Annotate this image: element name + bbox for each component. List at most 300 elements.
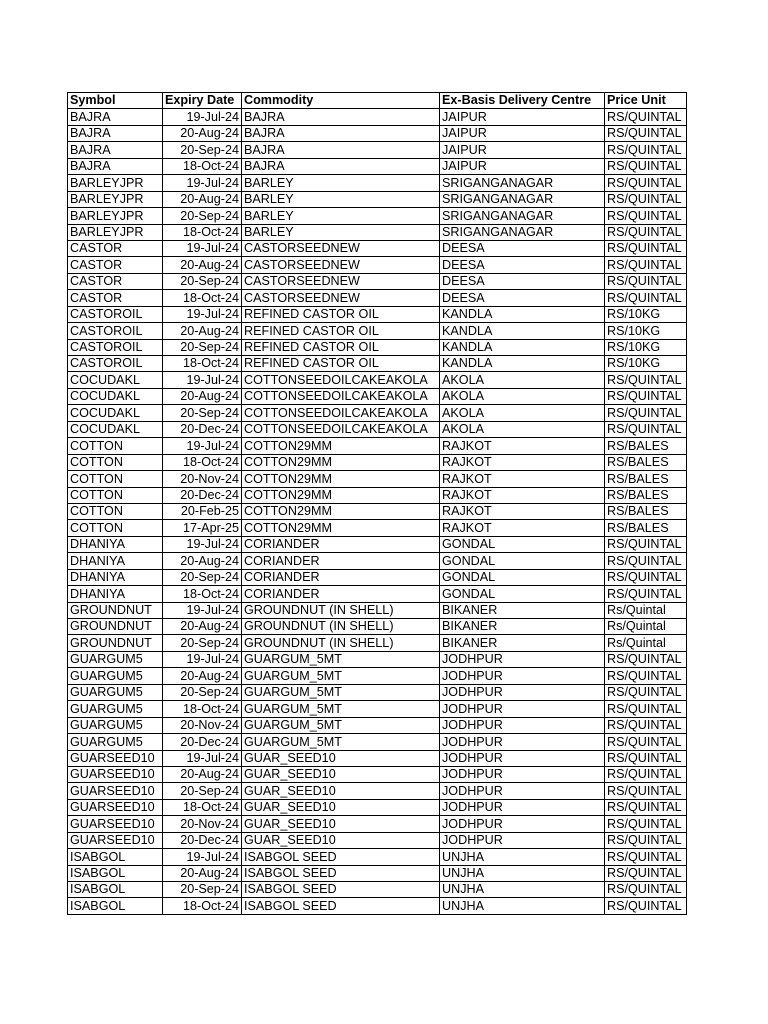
cell-expiry-date: 19-Jul-24: [163, 438, 242, 454]
cell-symbol: COCUDAKL: [68, 388, 163, 404]
table-row: [68, 125, 687, 141]
cell-expiry-date: 18-Oct-24: [163, 290, 242, 306]
cell-price-unit: RS/QUINTAL: [605, 208, 687, 224]
cell-expiry-date: 19-Jul-24: [163, 175, 242, 191]
cell-price-unit: RS/QUINTAL: [605, 224, 687, 240]
table-row: [68, 750, 687, 766]
cell-symbol: DHANIYA: [68, 586, 163, 602]
cell-delivery-centre: SRIGANGANAGAR: [440, 175, 605, 191]
cell-price-unit: RS/QUINTAL: [605, 717, 687, 733]
cell-symbol: GUARGUM5: [68, 734, 163, 750]
cell-symbol: BAJRA: [68, 109, 163, 125]
cell-expiry-date: 18-Oct-24: [163, 701, 242, 717]
cell-expiry-date: 19-Jul-24: [163, 849, 242, 865]
table-row: [68, 306, 687, 322]
cell-delivery-centre: AKOLA: [440, 421, 605, 437]
contracts-table: [67, 92, 687, 915]
cell-expiry-date: 20-Sep-24: [163, 635, 242, 651]
cell-commodity: BAJRA: [242, 142, 440, 158]
table-row: [68, 208, 687, 224]
cell-commodity: COTTON29MM: [242, 454, 440, 470]
cell-delivery-centre: UNJHA: [440, 898, 605, 914]
cell-delivery-centre: SRIGANGANAGAR: [440, 208, 605, 224]
cell-delivery-centre: RAJKOT: [440, 454, 605, 470]
cell-price-unit: RS/QUINTAL: [605, 898, 687, 914]
cell-price-unit: RS/BALES: [605, 487, 687, 503]
table-row: [68, 191, 687, 207]
cell-commodity: GUAR_SEED10: [242, 799, 440, 815]
cell-commodity: BARLEY: [242, 208, 440, 224]
cell-expiry-date: 20-Aug-24: [163, 191, 242, 207]
cell-commodity: GUARGUM_5MT: [242, 684, 440, 700]
table-row: [68, 569, 687, 585]
cell-delivery-centre: JODHPUR: [440, 783, 605, 799]
cell-commodity: ISABGOL SEED: [242, 898, 440, 914]
cell-delivery-centre: JODHPUR: [440, 750, 605, 766]
cell-commodity: GUARGUM_5MT: [242, 651, 440, 667]
cell-delivery-centre: KANDLA: [440, 323, 605, 339]
cell-commodity: COTTONSEEDOILCAKEAKOLA: [242, 421, 440, 437]
cell-symbol: GUARSEED10: [68, 799, 163, 815]
cell-price-unit: RS/QUINTAL: [605, 651, 687, 667]
table-row: [68, 240, 687, 256]
cell-delivery-centre: GONDAL: [440, 536, 605, 552]
cell-commodity: BAJRA: [242, 109, 440, 125]
cell-price-unit: RS/QUINTAL: [605, 421, 687, 437]
cell-symbol: COCUDAKL: [68, 405, 163, 421]
cell-delivery-centre: RAJKOT: [440, 438, 605, 454]
cell-commodity: CORIANDER: [242, 553, 440, 569]
cell-price-unit: RS/QUINTAL: [605, 142, 687, 158]
cell-price-unit: RS/QUINTAL: [605, 865, 687, 881]
cell-commodity: CASTORSEEDNEW: [242, 290, 440, 306]
cell-commodity: BAJRA: [242, 158, 440, 174]
cell-commodity: CORIANDER: [242, 569, 440, 585]
cell-delivery-centre: RAJKOT: [440, 487, 605, 503]
cell-delivery-centre: GONDAL: [440, 586, 605, 602]
cell-delivery-centre: SRIGANGANAGAR: [440, 191, 605, 207]
cell-delivery-centre: AKOLA: [440, 405, 605, 421]
cell-commodity: GUARGUM_5MT: [242, 701, 440, 717]
cell-delivery-centre: DEESA: [440, 240, 605, 256]
cell-expiry-date: 19-Jul-24: [163, 240, 242, 256]
cell-price-unit: RS/QUINTAL: [605, 734, 687, 750]
cell-symbol: GUARGUM5: [68, 701, 163, 717]
cell-symbol: COTTON: [68, 487, 163, 503]
cell-symbol: DHANIYA: [68, 553, 163, 569]
cell-commodity: BAJRA: [242, 125, 440, 141]
cell-price-unit: RS/QUINTAL: [605, 832, 687, 848]
cell-expiry-date: 18-Oct-24: [163, 586, 242, 602]
cell-symbol: ISABGOL: [68, 865, 163, 881]
cell-symbol: GUARSEED10: [68, 783, 163, 799]
table-row: [68, 536, 687, 552]
table-row: [68, 224, 687, 240]
table-row: [68, 602, 687, 618]
table-row: [68, 882, 687, 898]
cell-price-unit: RS/QUINTAL: [605, 388, 687, 404]
table-row: [68, 257, 687, 273]
table-row: [68, 158, 687, 174]
table-row: [68, 421, 687, 437]
table-row: [68, 832, 687, 848]
cell-commodity: GUAR_SEED10: [242, 750, 440, 766]
cell-symbol: CASTOROIL: [68, 323, 163, 339]
cell-price-unit: RS/QUINTAL: [605, 240, 687, 256]
cell-commodity: COTTON29MM: [242, 438, 440, 454]
cell-symbol: GUARGUM5: [68, 684, 163, 700]
cell-expiry-date: 20-Dec-24: [163, 421, 242, 437]
cell-expiry-date: 20-Sep-24: [163, 273, 242, 289]
cell-commodity: GUAR_SEED10: [242, 766, 440, 782]
cell-commodity: GROUNDNUT (IN SHELL): [242, 602, 440, 618]
cell-price-unit: RS/BALES: [605, 471, 687, 487]
cell-commodity: ISABGOL SEED: [242, 882, 440, 898]
cell-price-unit: RS/QUINTAL: [605, 799, 687, 815]
cell-delivery-centre: JAIPUR: [440, 125, 605, 141]
cell-expiry-date: 20-Sep-24: [163, 684, 242, 700]
table-row: [68, 734, 687, 750]
cell-price-unit: RS/10KG: [605, 323, 687, 339]
table-row: [68, 471, 687, 487]
table-row: [68, 109, 687, 125]
cell-price-unit: RS/QUINTAL: [605, 257, 687, 273]
cell-symbol: BARLEYJPR: [68, 224, 163, 240]
cell-expiry-date: 19-Jul-24: [163, 109, 242, 125]
table-row: [68, 783, 687, 799]
cell-symbol: BAJRA: [68, 142, 163, 158]
cell-expiry-date: 20-Sep-24: [163, 339, 242, 355]
cell-symbol: COTTON: [68, 520, 163, 536]
cell-symbol: COTTON: [68, 471, 163, 487]
cell-symbol: GUARGUM5: [68, 668, 163, 684]
cell-delivery-centre: JODHPUR: [440, 816, 605, 832]
cell-commodity: COTTONSEEDOILCAKEAKOLA: [242, 388, 440, 404]
cell-delivery-centre: SRIGANGANAGAR: [440, 224, 605, 240]
cell-symbol: BAJRA: [68, 125, 163, 141]
cell-commodity: COTTONSEEDOILCAKEAKOLA: [242, 405, 440, 421]
cell-price-unit: RS/BALES: [605, 520, 687, 536]
cell-price-unit: RS/QUINTAL: [605, 125, 687, 141]
table-row: [68, 668, 687, 684]
cell-commodity: GUAR_SEED10: [242, 783, 440, 799]
cell-price-unit: RS/QUINTAL: [605, 668, 687, 684]
header-expiry-date: Expiry Date: [163, 93, 242, 109]
cell-expiry-date: 20-Sep-24: [163, 783, 242, 799]
cell-price-unit: RS/QUINTAL: [605, 766, 687, 782]
table-row: [68, 323, 687, 339]
table-header-row: [68, 93, 687, 109]
cell-price-unit: RS/10KG: [605, 339, 687, 355]
cell-delivery-centre: UNJHA: [440, 849, 605, 865]
cell-delivery-centre: JODHPUR: [440, 766, 605, 782]
cell-symbol: ISABGOL: [68, 898, 163, 914]
cell-delivery-centre: JAIPUR: [440, 109, 605, 125]
cell-delivery-centre: BIKANER: [440, 635, 605, 651]
cell-expiry-date: 20-Dec-24: [163, 487, 242, 503]
cell-commodity: COTTON29MM: [242, 471, 440, 487]
cell-expiry-date: 18-Oct-24: [163, 356, 242, 372]
cell-symbol: GUARSEED10: [68, 750, 163, 766]
cell-delivery-centre: GONDAL: [440, 569, 605, 585]
cell-commodity: COTTONSEEDOILCAKEAKOLA: [242, 372, 440, 388]
cell-commodity: COTTON29MM: [242, 487, 440, 503]
cell-price-unit: RS/QUINTAL: [605, 290, 687, 306]
cell-delivery-centre: JODHPUR: [440, 684, 605, 700]
cell-expiry-date: 17-Apr-25: [163, 520, 242, 536]
cell-expiry-date: 20-Aug-24: [163, 388, 242, 404]
cell-commodity: REFINED CASTOR OIL: [242, 323, 440, 339]
cell-symbol: BARLEYJPR: [68, 175, 163, 191]
cell-delivery-centre: JODHPUR: [440, 832, 605, 848]
cell-symbol: CASTOR: [68, 257, 163, 273]
cell-expiry-date: 20-Sep-24: [163, 569, 242, 585]
table-row: [68, 816, 687, 832]
cell-delivery-centre: KANDLA: [440, 339, 605, 355]
cell-delivery-centre: JODHPUR: [440, 701, 605, 717]
cell-commodity: REFINED CASTOR OIL: [242, 356, 440, 372]
header-commodity: Commodity: [242, 93, 440, 109]
cell-commodity: BARLEY: [242, 224, 440, 240]
cell-price-unit: RS/QUINTAL: [605, 816, 687, 832]
cell-symbol: CASTOROIL: [68, 306, 163, 322]
cell-expiry-date: 20-Sep-24: [163, 142, 242, 158]
cell-price-unit: RS/QUINTAL: [605, 273, 687, 289]
table-row: [68, 487, 687, 503]
cell-symbol: BARLEYJPR: [68, 191, 163, 207]
cell-expiry-date: 20-Aug-24: [163, 766, 242, 782]
cell-expiry-date: 20-Sep-24: [163, 208, 242, 224]
cell-delivery-centre: JAIPUR: [440, 158, 605, 174]
cell-symbol: CASTOROIL: [68, 356, 163, 372]
cell-symbol: ISABGOL: [68, 849, 163, 865]
cell-symbol: COTTON: [68, 438, 163, 454]
cell-symbol: ISABGOL: [68, 882, 163, 898]
cell-price-unit: RS/QUINTAL: [605, 553, 687, 569]
cell-expiry-date: 20-Aug-24: [163, 125, 242, 141]
table-row: [68, 701, 687, 717]
cell-commodity: ISABGOL SEED: [242, 865, 440, 881]
table-row: [68, 553, 687, 569]
cell-price-unit: RS/10KG: [605, 356, 687, 372]
cell-expiry-date: 19-Jul-24: [163, 651, 242, 667]
cell-delivery-centre: RAJKOT: [440, 471, 605, 487]
cell-symbol: CASTOROIL: [68, 339, 163, 355]
cell-delivery-centre: KANDLA: [440, 356, 605, 372]
cell-symbol: GROUNDNUT: [68, 635, 163, 651]
cell-expiry-date: 20-Aug-24: [163, 865, 242, 881]
cell-price-unit: RS/QUINTAL: [605, 175, 687, 191]
cell-expiry-date: 20-Aug-24: [163, 619, 242, 635]
cell-commodity: COTTON29MM: [242, 503, 440, 519]
cell-commodity: GUAR_SEED10: [242, 816, 440, 832]
table-row: [68, 898, 687, 914]
cell-symbol: GUARSEED10: [68, 766, 163, 782]
cell-commodity: GUARGUM_5MT: [242, 668, 440, 684]
table-row: [68, 503, 687, 519]
cell-expiry-date: 18-Oct-24: [163, 799, 242, 815]
cell-price-unit: Rs/Quintal: [605, 602, 687, 618]
cell-price-unit: RS/QUINTAL: [605, 405, 687, 421]
cell-delivery-centre: KANDLA: [440, 306, 605, 322]
table-row: [68, 273, 687, 289]
cell-delivery-centre: JODHPUR: [440, 717, 605, 733]
cell-price-unit: RS/QUINTAL: [605, 158, 687, 174]
cell-expiry-date: 19-Jul-24: [163, 536, 242, 552]
cell-commodity: REFINED CASTOR OIL: [242, 339, 440, 355]
cell-delivery-centre: JAIPUR: [440, 142, 605, 158]
cell-expiry-date: 20-Sep-24: [163, 405, 242, 421]
cell-expiry-date: 19-Jul-24: [163, 750, 242, 766]
cell-commodity: GUARGUM_5MT: [242, 734, 440, 750]
cell-expiry-date: 18-Oct-24: [163, 158, 242, 174]
cell-delivery-centre: AKOLA: [440, 372, 605, 388]
cell-commodity: CORIANDER: [242, 586, 440, 602]
cell-price-unit: Rs/Quintal: [605, 635, 687, 651]
cell-commodity: CASTORSEEDNEW: [242, 257, 440, 273]
cell-price-unit: RS/QUINTAL: [605, 701, 687, 717]
cell-price-unit: RS/BALES: [605, 438, 687, 454]
cell-price-unit: RS/QUINTAL: [605, 882, 687, 898]
cell-commodity: REFINED CASTOR OIL: [242, 306, 440, 322]
cell-expiry-date: 20-Sep-24: [163, 882, 242, 898]
cell-delivery-centre: UNJHA: [440, 882, 605, 898]
cell-symbol: BARLEYJPR: [68, 208, 163, 224]
table-row: [68, 438, 687, 454]
cell-expiry-date: 20-Aug-24: [163, 668, 242, 684]
cell-symbol: COCUDAKL: [68, 421, 163, 437]
cell-symbol: DHANIYA: [68, 536, 163, 552]
cell-symbol: DHANIYA: [68, 569, 163, 585]
table-row: [68, 339, 687, 355]
cell-commodity: CASTORSEEDNEW: [242, 273, 440, 289]
cell-expiry-date: 20-Nov-24: [163, 816, 242, 832]
cell-delivery-centre: JODHPUR: [440, 651, 605, 667]
cell-expiry-date: 19-Jul-24: [163, 372, 242, 388]
table-row: [68, 651, 687, 667]
cell-delivery-centre: RAJKOT: [440, 520, 605, 536]
cell-commodity: GROUNDNUT (IN SHELL): [242, 635, 440, 651]
table-row: [68, 520, 687, 536]
cell-price-unit: RS/QUINTAL: [605, 684, 687, 700]
cell-price-unit: RS/QUINTAL: [605, 109, 687, 125]
cell-symbol: COCUDAKL: [68, 372, 163, 388]
table-row: [68, 290, 687, 306]
table-row: [68, 619, 687, 635]
cell-commodity: CORIANDER: [242, 536, 440, 552]
cell-price-unit: RS/QUINTAL: [605, 586, 687, 602]
cell-expiry-date: 20-Aug-24: [163, 257, 242, 273]
cell-symbol: GUARSEED10: [68, 832, 163, 848]
table-row: [68, 356, 687, 372]
cell-commodity: GROUNDNUT (IN SHELL): [242, 619, 440, 635]
cell-price-unit: RS/QUINTAL: [605, 569, 687, 585]
header-delivery-centre: Ex-Basis Delivery Centre: [440, 93, 605, 109]
cell-delivery-centre: DEESA: [440, 257, 605, 273]
cell-expiry-date: 20-Aug-24: [163, 553, 242, 569]
cell-delivery-centre: DEESA: [440, 290, 605, 306]
table-row: [68, 142, 687, 158]
cell-delivery-centre: GONDAL: [440, 553, 605, 569]
cell-expiry-date: 18-Oct-24: [163, 224, 242, 240]
cell-symbol: COTTON: [68, 454, 163, 470]
cell-price-unit: Rs/Quintal: [605, 619, 687, 635]
cell-price-unit: RS/QUINTAL: [605, 750, 687, 766]
cell-delivery-centre: RAJKOT: [440, 503, 605, 519]
cell-delivery-centre: JODHPUR: [440, 734, 605, 750]
cell-expiry-date: 20-Aug-24: [163, 323, 242, 339]
header-price-unit: Price Unit: [605, 93, 687, 109]
cell-price-unit: RS/QUINTAL: [605, 536, 687, 552]
cell-symbol: COTTON: [68, 503, 163, 519]
cell-commodity: CASTORSEEDNEW: [242, 240, 440, 256]
cell-symbol: CASTOR: [68, 290, 163, 306]
cell-price-unit: RS/QUINTAL: [605, 372, 687, 388]
cell-symbol: GUARGUM5: [68, 651, 163, 667]
table-row: [68, 635, 687, 651]
cell-commodity: COTTON29MM: [242, 520, 440, 536]
cell-delivery-centre: UNJHA: [440, 865, 605, 881]
cell-delivery-centre: JODHPUR: [440, 668, 605, 684]
table-row: [68, 372, 687, 388]
table-row: [68, 766, 687, 782]
cell-delivery-centre: BIKANER: [440, 619, 605, 635]
cell-symbol: CASTOR: [68, 273, 163, 289]
cell-price-unit: RS/BALES: [605, 503, 687, 519]
cell-expiry-date: 20-Dec-24: [163, 832, 242, 848]
cell-symbol: GROUNDNUT: [68, 619, 163, 635]
cell-price-unit: RS/QUINTAL: [605, 191, 687, 207]
cell-expiry-date: 20-Dec-24: [163, 734, 242, 750]
cell-symbol: GUARGUM5: [68, 717, 163, 733]
cell-delivery-centre: BIKANER: [440, 602, 605, 618]
cell-price-unit: RS/QUINTAL: [605, 783, 687, 799]
table-row: [68, 849, 687, 865]
cell-delivery-centre: JODHPUR: [440, 799, 605, 815]
table-body: [68, 109, 687, 914]
table-row: [68, 586, 687, 602]
cell-symbol: GUARSEED10: [68, 816, 163, 832]
cell-expiry-date: 19-Jul-24: [163, 306, 242, 322]
cell-expiry-date: 20-Nov-24: [163, 717, 242, 733]
cell-commodity: BARLEY: [242, 175, 440, 191]
cell-price-unit: RS/10KG: [605, 306, 687, 322]
cell-delivery-centre: AKOLA: [440, 388, 605, 404]
table-row: [68, 454, 687, 470]
cell-price-unit: RS/BALES: [605, 454, 687, 470]
header-symbol: Symbol: [68, 93, 163, 109]
table-row: [68, 175, 687, 191]
table-row: [68, 865, 687, 881]
cell-expiry-date: 18-Oct-24: [163, 454, 242, 470]
table-row: [68, 388, 687, 404]
table-row: [68, 405, 687, 421]
cell-expiry-date: 19-Jul-24: [163, 602, 242, 618]
cell-commodity: GUARGUM_5MT: [242, 717, 440, 733]
cell-commodity: ISABGOL SEED: [242, 849, 440, 865]
table-row: [68, 684, 687, 700]
cell-price-unit: RS/QUINTAL: [605, 849, 687, 865]
cell-expiry-date: 20-Nov-24: [163, 471, 242, 487]
cell-symbol: BAJRA: [68, 158, 163, 174]
cell-expiry-date: 18-Oct-24: [163, 898, 242, 914]
cell-symbol: GROUNDNUT: [68, 602, 163, 618]
cell-expiry-date: 20-Feb-25: [163, 503, 242, 519]
table-row: [68, 799, 687, 815]
table-row: [68, 717, 687, 733]
cell-symbol: CASTOR: [68, 240, 163, 256]
cell-delivery-centre: DEESA: [440, 273, 605, 289]
